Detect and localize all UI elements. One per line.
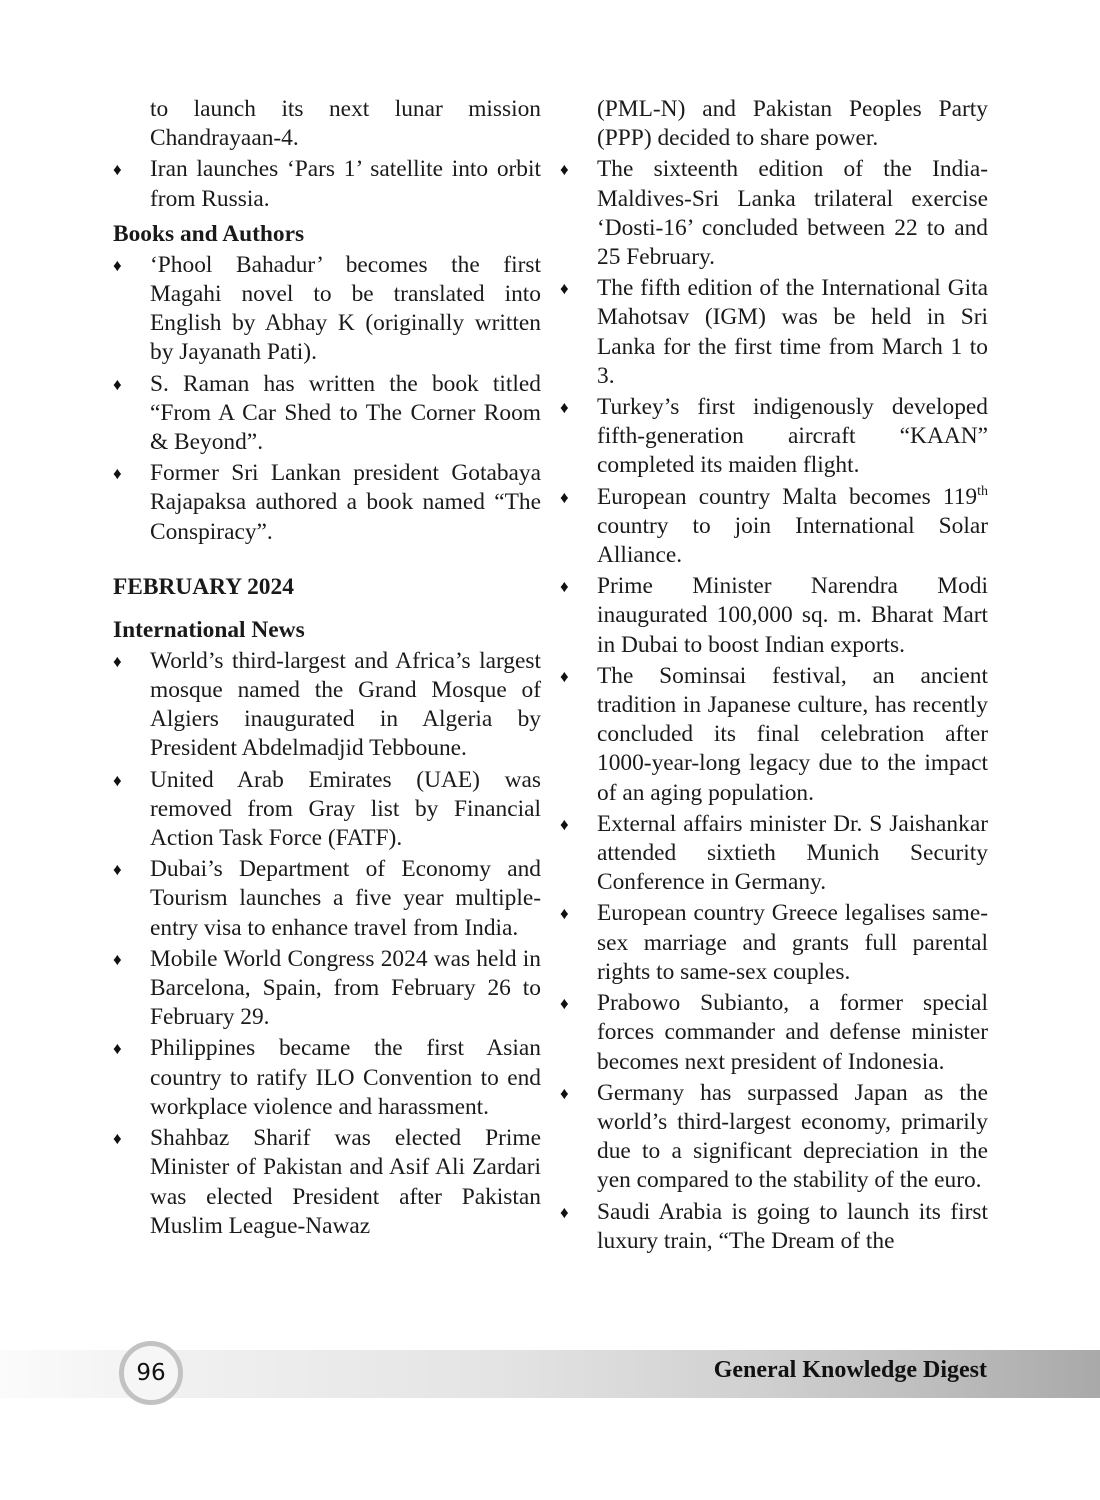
item-text: The sixteenth edition of the India-Maldives-Sri Lanka trilateral exercise ‘Dosti-16’ concluded between 22 to and 25 February. — [597, 156, 988, 271]
list-item — [560, 274, 988, 391]
list-item-continuation: (PML-N) and Pakistan Peoples Party (PPP) decided to share power. — [597, 96, 988, 152]
diamond-bullet-icon: ♦ — [113, 160, 122, 180]
diamond-bullet-icon: ♦ — [560, 904, 569, 924]
list-item — [560, 989, 988, 1077]
diamond-bullet-icon: ♦ — [113, 1039, 122, 1059]
list-item — [560, 155, 988, 272]
item-text: World’s third-largest and Africa’s largest mosque named the Grand Mosque of Algiers inaugurated in Algeria by President Abdelmadjid Tebboune. — [150, 647, 541, 762]
item-text: The fifth edition of the International Gita Mahotsav (IGM) was be held in Sri Lanka for the first time from March 1 to 3. — [597, 275, 988, 389]
diamond-bullet-icon: ♦ — [560, 814, 569, 834]
item-text: Mobile World Congress 2024 was held in Barcelona, Spain, from February 26 to February 29. — [150, 945, 541, 1031]
list-item — [113, 647, 541, 764]
right-column — [560, 95, 988, 1258]
list-item — [113, 1124, 541, 1241]
list-item — [113, 459, 541, 547]
diamond-bullet-icon: ♦ — [113, 1129, 122, 1149]
list-item — [113, 766, 541, 854]
diamond-bullet-icon: ♦ — [560, 994, 569, 1014]
month-heading: FEBRUARY 2024 — [113, 573, 294, 600]
item-text: Former Sri Lankan president Gotabaya Rajapaksa authored a book named “The Conspiracy”. — [150, 460, 541, 545]
list-item — [113, 945, 541, 1033]
item-text: European country Greece legalises same-sex marriage and grants full parental rights to same-sex couples. — [597, 900, 988, 985]
diamond-bullet-icon: ♦ — [560, 279, 569, 299]
diamond-bullet-icon: ♦ — [560, 1202, 569, 1222]
item-text: Iran launches ‘Pars 1’ satellite into orbit from Russia. — [150, 156, 541, 212]
list-item — [560, 1079, 988, 1196]
item-text: United Arab Emirates (UAE) was removed from Gray list by Financial Action Task Force (FATF). — [150, 766, 541, 852]
list-item — [560, 899, 988, 987]
diamond-bullet-icon: ♦ — [560, 398, 569, 418]
section-heading-books: Books and Authors — [113, 220, 305, 247]
diamond-bullet-icon: ♦ — [560, 666, 569, 686]
list-item — [113, 855, 541, 943]
list-item — [560, 572, 988, 660]
item-text: European country Malta becomes 119 — [597, 483, 978, 510]
running-footer-title: General Knowledge Digest — [713, 1357, 987, 1383]
ordinal-suffix: th — [977, 483, 988, 499]
list-item — [560, 393, 988, 481]
list-item — [560, 810, 988, 898]
item-text: ‘Phool Bahadur’ becomes the first Magahi novel to be translated into English by Abhay K (originally written by Jayanath Pati). — [150, 251, 541, 366]
list-item — [113, 1034, 541, 1122]
section-heading-international: International News — [113, 616, 305, 643]
diamond-bullet-icon: ♦ — [113, 464, 122, 484]
diamond-bullet-icon: ♦ — [560, 1083, 569, 1103]
diamond-bullet-icon: ♦ — [560, 160, 569, 180]
list-item — [113, 251, 541, 368]
item-text: Shahbaz Sharif was elected Prime Minister of Pakistan and Asif Ali Zardari was elected President after Pakistan Muslim League-Nawaz — [150, 1125, 541, 1239]
diamond-bullet-icon: ♦ — [113, 651, 122, 671]
item-text: The Sominsai festival, an ancient tradition in Japanese culture, has recently concluded its final celebration after 1000-year-long legacy due to the impact of an aging population. — [597, 662, 988, 806]
diamond-bullet-icon: ♦ — [113, 860, 122, 880]
item-text: Dubai’s Department of Economy and Tourism launches a five year multiple-entry visa to enhance travel from India. — [150, 856, 541, 941]
list-item — [113, 155, 541, 213]
list-item — [560, 1198, 988, 1256]
list-item — [113, 370, 541, 458]
item-text: Germany has surpassed Japan as the world’s third-largest economy, primarily due to a significant depreciation in the yen compared to the stability of the euro. — [597, 1079, 988, 1194]
list-item — [560, 483, 988, 571]
item-text: country to join International Solar Alliance. — [597, 512, 988, 569]
item-text: External affairs minister Dr. S Jaishankar attended sixtieth Munich Security Conference in Germany. — [597, 810, 988, 896]
diamond-bullet-icon: ♦ — [113, 374, 122, 394]
diamond-bullet-icon: ♦ — [113, 949, 122, 969]
page-number-badge — [119, 1341, 183, 1405]
list-item — [560, 662, 988, 808]
page-number: 96 — [136, 1360, 166, 1386]
item-text: Saudi Arabia is going to launch its first luxury train, “The Dream of the — [597, 1198, 988, 1254]
diamond-bullet-icon: ♦ — [113, 255, 122, 275]
item-text: Prabowo Subianto, a former special forces commander and defense minister becomes next president of Indonesia. — [597, 990, 988, 1075]
diamond-bullet-icon: ♦ — [560, 487, 569, 507]
diamond-bullet-icon: ♦ — [113, 770, 122, 790]
list-item-continuation: to launch its next lunar mission Chandrayaan-4. — [150, 96, 541, 152]
item-text: Turkey’s first indigenously developed fifth-generation aircraft “KAAN” completed its maiden flight. — [597, 394, 988, 479]
item-text: S. Raman has written the book titled “From A Car Shed to The Corner Room & Beyond”. — [150, 370, 541, 456]
left-column — [113, 95, 541, 1243]
item-text: Prime Minister Narendra Modi inaugurated 100,000 sq. m. Bharat Mart in Dubai to boost Indian exports. — [597, 573, 988, 658]
diamond-bullet-icon: ♦ — [560, 577, 569, 597]
item-text: Philippines became the first Asian country to ratify ILO Convention to end workplace violence and harassment. — [150, 1035, 541, 1120]
